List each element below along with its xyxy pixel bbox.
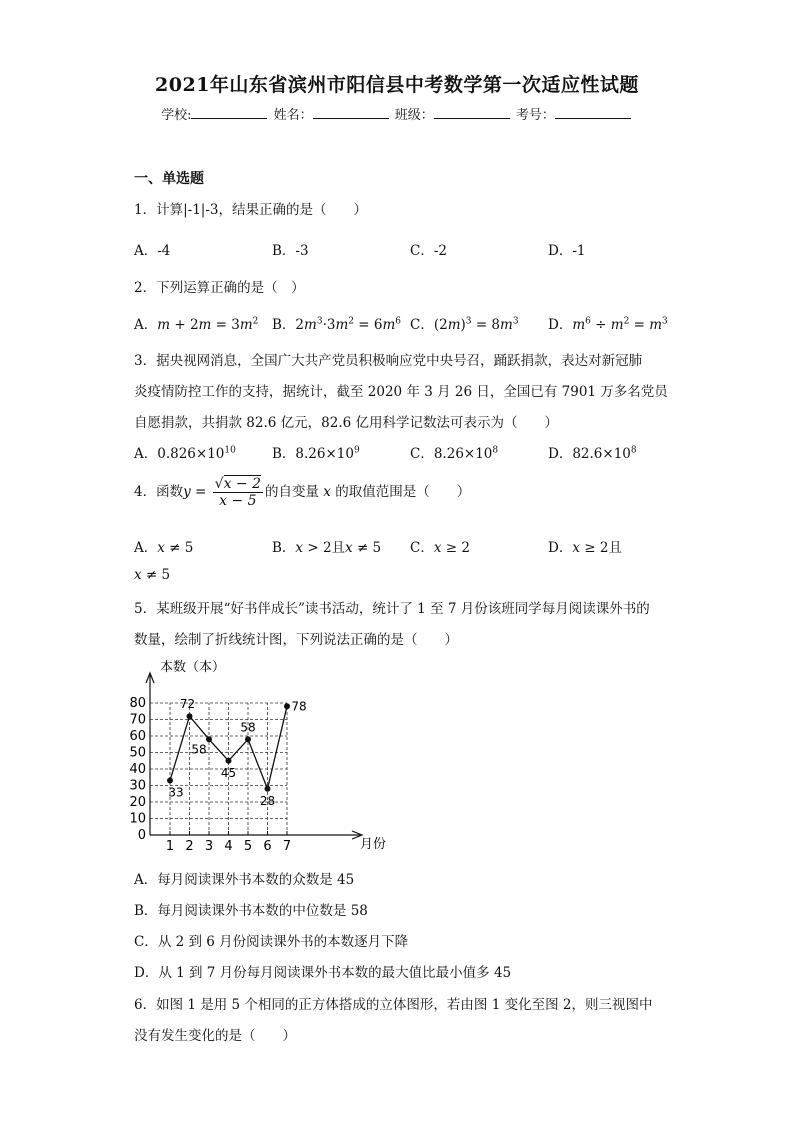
q2-option-d-label: D．: [548, 317, 573, 333]
x-tick-label: 3: [204, 839, 214, 854]
y-tick-label: 20: [129, 795, 146, 810]
reading-line-chart: [128, 655, 398, 855]
q3-line-1: 3．据央视网消息，全国广大共产党员积极响应党中央号召，踊跃捐款，表达对新冠肺: [134, 353, 643, 369]
q1-option-d: D．-1: [548, 243, 586, 259]
x-tick-label: 6: [263, 839, 272, 854]
q4-option-a: A．x ≠ 5: [134, 540, 194, 556]
data-label-2: 72: [179, 697, 196, 712]
data-point-3: [206, 736, 212, 742]
y-tick-label: 50: [129, 745, 146, 761]
name-field[interactable]: [313, 106, 389, 119]
data-point-5: [245, 736, 251, 742]
q3-option-d-label: D．: [548, 446, 573, 462]
q6-line-1: 6．如图 1 是用 5 个相同的正方体搭成的立体图形，若由图 1 变化至图 2，则三视图中: [134, 997, 653, 1013]
q5-option-b: B．每月阅读课外书本数的中位数是 58: [134, 903, 368, 919]
q4-suffix: 的自变量: [265, 484, 320, 500]
y-tick-label: 70: [129, 712, 146, 728]
data-label-1: 33: [168, 785, 184, 800]
y-tick-label: 10: [129, 811, 146, 827]
q4-option-c-label: C．: [410, 540, 434, 556]
q4-option-d-label: D．: [548, 540, 573, 556]
q2-option-b: B．$2m^3\cdot 3m^2 = 6m^6$: [272, 316, 402, 333]
exam-number-field[interactable]: [555, 106, 631, 119]
q3-option-c-label: C．: [410, 446, 434, 462]
x-tick-label: 7: [282, 839, 292, 854]
q6-line-2: 没有发生变化的是（ ）: [134, 1028, 296, 1044]
q2-option-c: C．$(2m)^3 = 8m^3$: [410, 316, 519, 333]
data-point-4: [226, 758, 232, 764]
data-point-7: [284, 703, 290, 709]
q3-option-b-label: B．: [272, 446, 296, 462]
x-tick-label: 5: [243, 839, 253, 854]
y-tick-label: 60: [129, 729, 146, 744]
q4-suffix2: 的取值范围是（ ）: [335, 484, 471, 500]
q3-option-a: A．$0.826\times 10^{10}$: [134, 445, 236, 462]
q5-line-2: 数量，绘制了折线统计图，下列说法正确的是（ ）: [134, 632, 458, 648]
class-label: 班级：: [394, 108, 434, 123]
y-tick-label: 80: [129, 696, 146, 711]
q4-option-c: C．x ≥ 2: [410, 540, 470, 556]
y-tick-label: 30: [129, 778, 146, 794]
q3-option-d: D．$82.6\times 10^8$: [548, 445, 637, 462]
q5-option-d: D．从 1 到 7 月份每月阅读课外书本数的最大值比最小值多 45: [134, 965, 512, 981]
data-label-3: 58: [191, 742, 207, 757]
x-tick-label: 1: [165, 839, 175, 854]
q2-text: 2．下列运算正确的是（ ）: [134, 280, 305, 296]
q3-option-a-label: A．: [134, 446, 158, 462]
q4-fraction: $\frac{√x - 2}{x - 5}$: [214, 476, 262, 509]
data-point-2: [187, 713, 193, 719]
q3-line-2: 炎疫情防控工作的支持，据统计，截至 2020 年 3 月 26 日，全国已有 7901 万多名党员: [134, 384, 668, 400]
q2-option-a-label: A．: [134, 317, 158, 333]
q5-option-a: A．每月阅读课外书本数的众数是 45: [134, 872, 355, 888]
y-tick-label: 40: [129, 762, 146, 777]
school-field[interactable]: [191, 106, 267, 119]
x-tick-label: 4: [224, 839, 233, 854]
q4-prefix: 4．函数: [134, 484, 184, 500]
y-tick-label: 0: [137, 828, 146, 843]
data-label-6: 28: [259, 793, 276, 808]
q2-option-b-label: B．: [272, 317, 296, 333]
q4-y: y: [183, 484, 191, 500]
student-info-row: [0, 104, 794, 123]
x-axis-label: 月份: [360, 837, 387, 852]
class-field[interactable]: [434, 106, 510, 119]
q3-line-3: 自愿捐款，共捐款 82.6 亿元，82.6 亿用科学记数法可表示为（ ）: [134, 415, 558, 431]
q5-option-c: C．从 2 到 6 月份阅读课外书的本数逐月下降: [134, 934, 409, 950]
q4-text: 4．函数y = $\frac{√x - 2}{x - 5}$ 的自变量 x 的取值范围是（ ）: [134, 476, 471, 509]
data-point-1: [167, 778, 173, 784]
q4-option-d-cont: x ≠ 5: [134, 567, 171, 583]
q4-option-d: D．x ≥ 2且: [548, 540, 622, 556]
q1-option-a: A．-4: [134, 243, 171, 259]
name-label: 姓名：: [273, 108, 313, 123]
q4-option-a-label: A．: [134, 540, 158, 556]
q3-option-b: B．$8.26\times 10^9$: [272, 445, 360, 462]
q2-option-a-formula: m: [157, 317, 171, 333]
q5-line-1: 5．某班级开展“好书伴成长”读书活动，统计了 1 至 7 月份该班同学每月阅读课外书的: [134, 601, 650, 617]
data-label-7: 78: [291, 699, 307, 714]
q1-text: 1．计算|-1|-3，结果正确的是（ ）: [134, 202, 367, 218]
q2-option-a: A．$m + 2m = 3m^2$: [134, 316, 259, 333]
y-axis-label: 本数（本）: [160, 660, 226, 675]
data-point-6: [265, 786, 271, 792]
data-label-5: 58: [240, 720, 256, 735]
section-heading: 一、单选题: [134, 171, 204, 187]
q2-option-c-label: C．: [410, 317, 434, 333]
page-title: 2021年山东省滨州市阳信县中考数学第一次适应性试题: [155, 74, 639, 96]
q2-option-d: D．$m^6 \div m^2 = m^3$: [548, 316, 668, 333]
school-label: 学校:: [161, 108, 192, 123]
q4-option-b: B．x > 2且x ≠ 5: [272, 540, 382, 556]
x-tick-label: 2: [185, 839, 194, 854]
data-label-4: 45: [220, 765, 237, 780]
q4-option-b-label: B．: [272, 540, 296, 556]
q3-option-c: C．$8.26\times 10^8$: [410, 445, 499, 462]
q1-option-c: C．-2: [410, 243, 447, 259]
q1-option-b: B．-3: [272, 243, 309, 259]
exam-number-label: 考号：: [515, 108, 555, 123]
